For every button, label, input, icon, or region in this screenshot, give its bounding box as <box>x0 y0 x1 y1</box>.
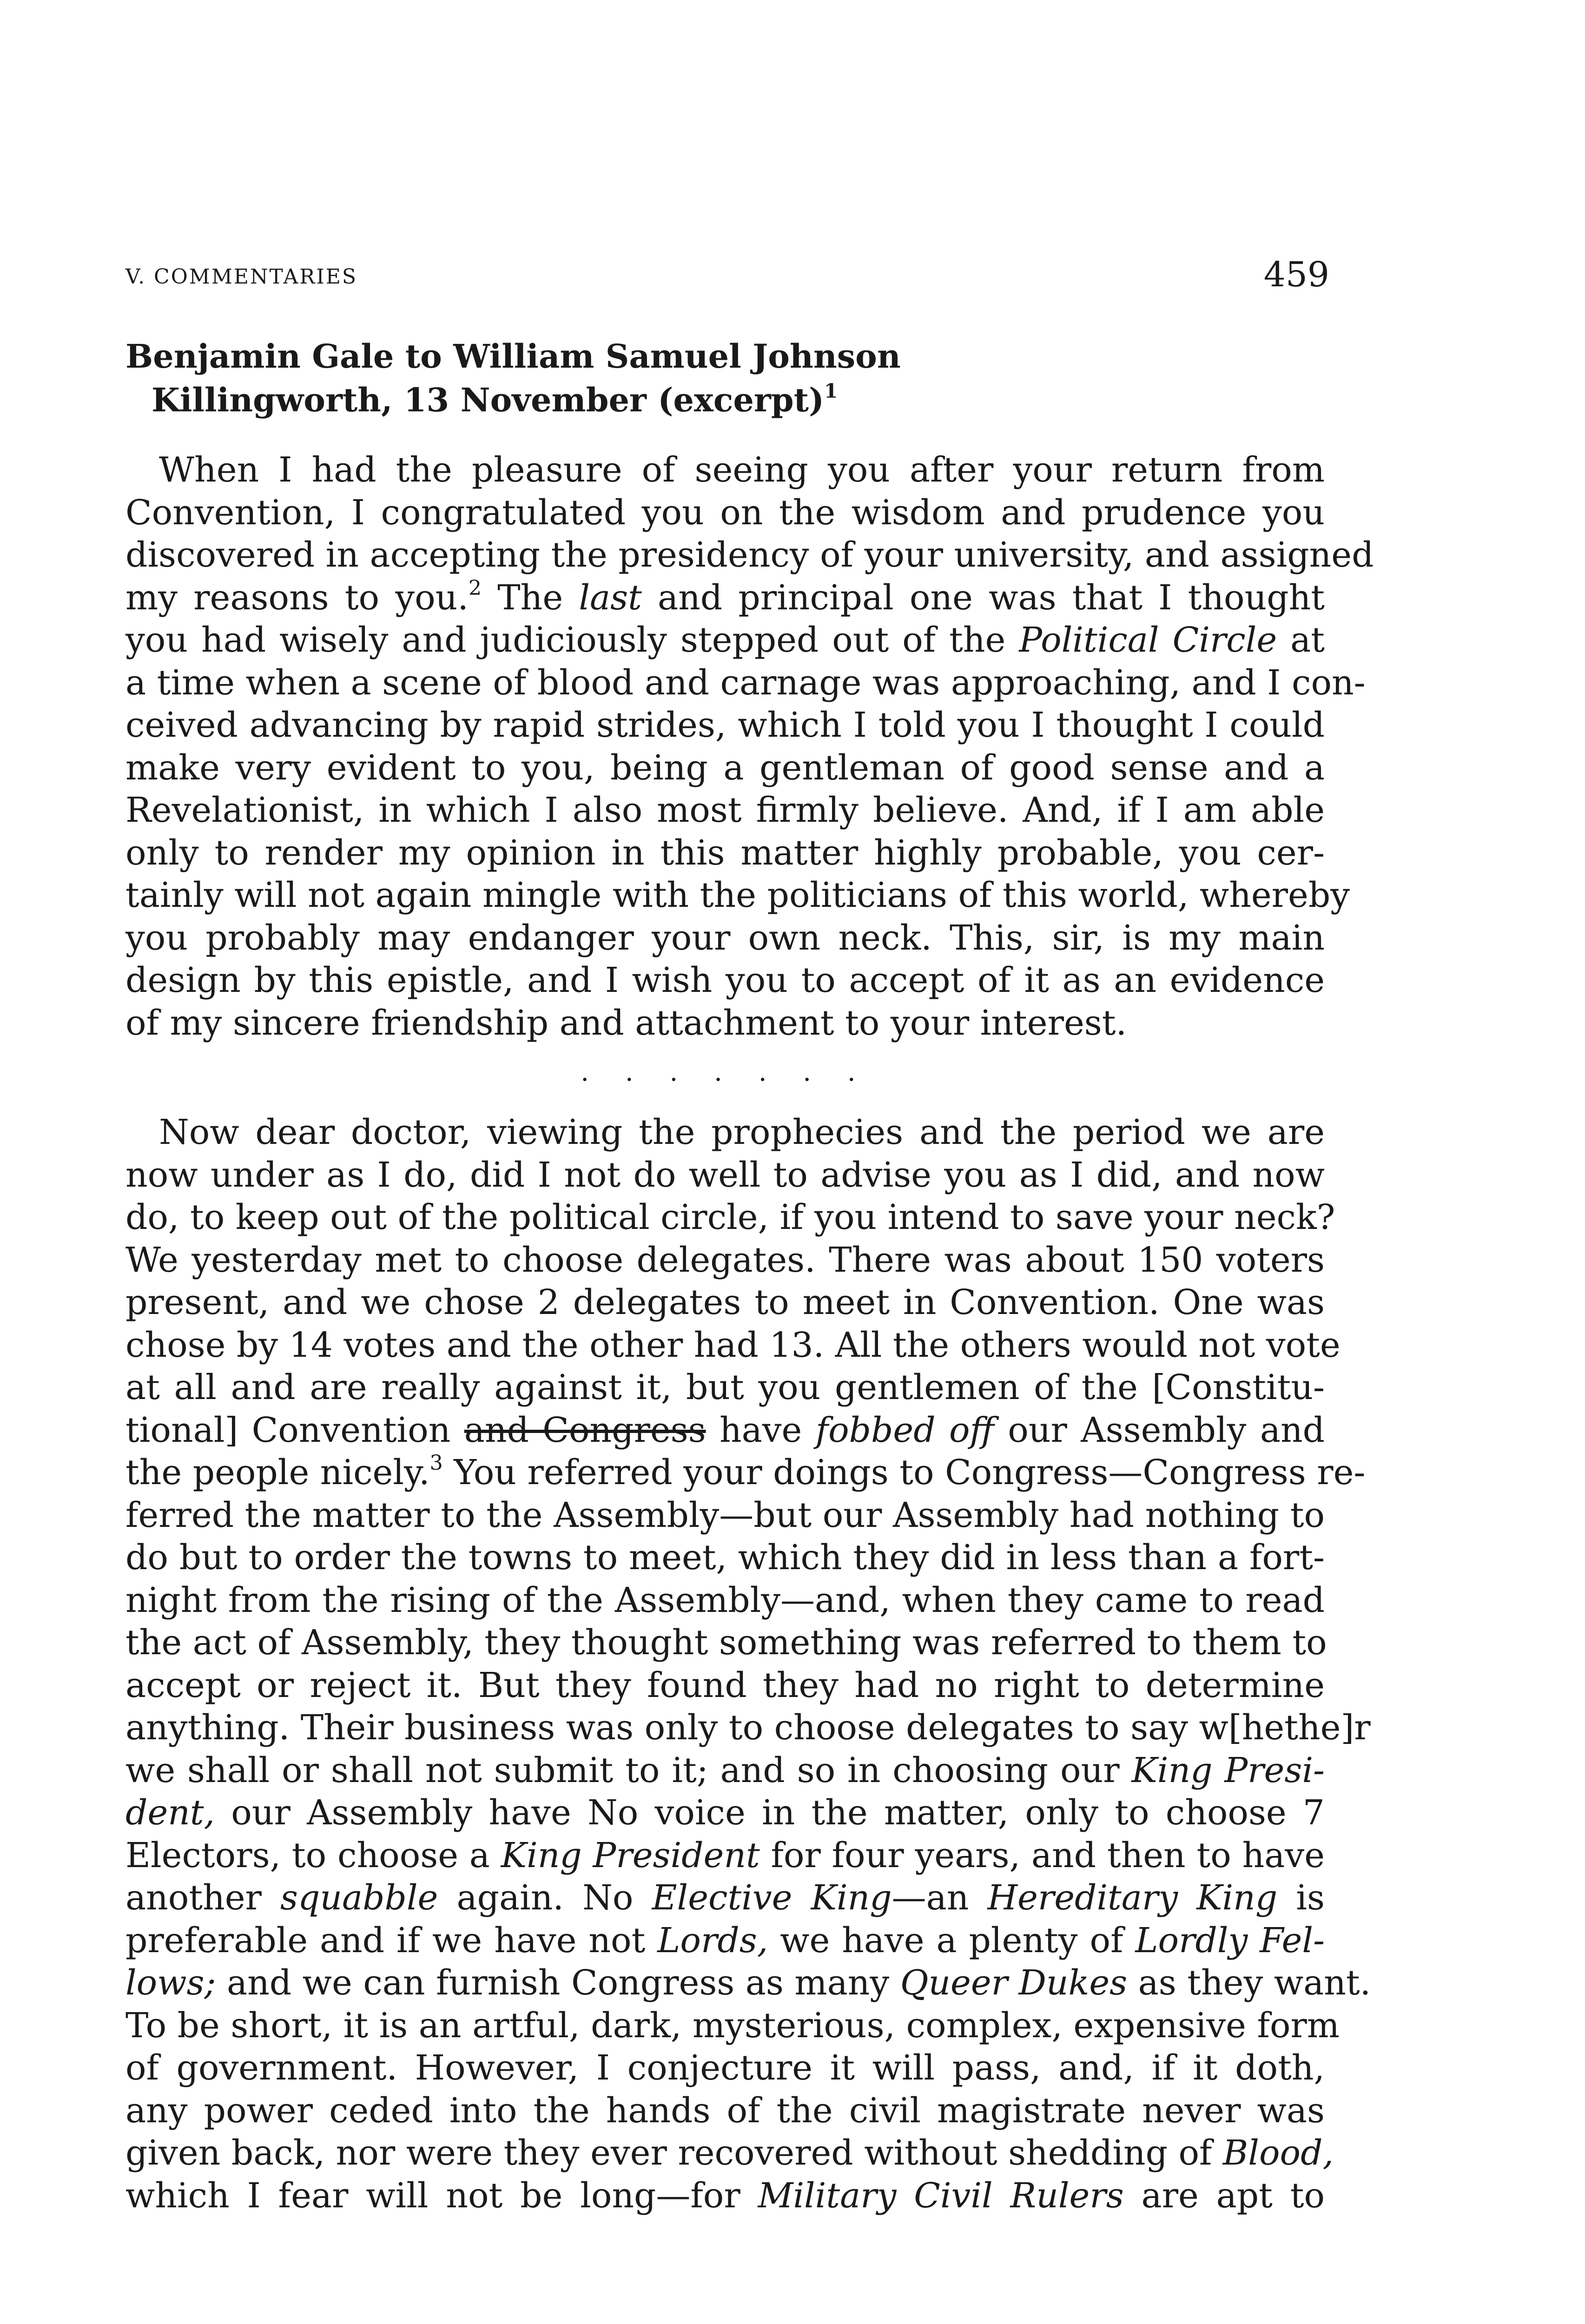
title-line-1: Benjamin Gale to William Samuel Johnson <box>125 337 901 376</box>
text-line: anything. Their business was only to choose delegates to say w[hethe]r <box>125 1708 1371 1748</box>
footnote-marker: 2 <box>468 576 482 600</box>
text-line: design by this epistle, and I wish you to accept of it as an evidence <box>125 960 1325 1000</box>
text-line: we shall or shall not submit to it; and so in choosing our King Presi- <box>125 1750 1325 1790</box>
text-line: tional] Convention and Congress have fobbed off our Assembly and <box>125 1410 1325 1450</box>
text-line: the act of Assembly, they thought something was referred to them to <box>125 1623 1327 1663</box>
text-line: night from the rising of the Assembly—and, when they came to read <box>125 1580 1325 1620</box>
document-title <box>125 335 1325 422</box>
text-line: ceived advancing by rapid strides, which I told you I thought I could <box>125 705 1325 745</box>
text-line: now under as I do, did I not do well to advise you as I did, and now <box>125 1155 1325 1195</box>
text-line: do, to keep out of the political circle, if you intend to save your neck? <box>125 1197 1335 1237</box>
text-line: you had wisely and judiciously stepped out of the Political Circle at <box>125 620 1325 660</box>
text-line: When I had the pleasure of seeing you after your return from <box>159 450 1325 490</box>
text-line: accept or reject it. But they found they had no right to determine <box>125 1665 1325 1705</box>
title-line-2: Killingworth, 13 November (excerpt)$^1$ <box>152 379 838 419</box>
text-line: Now dear doctor, viewing the prophecies and the period we are <box>159 1112 1325 1152</box>
document-page <box>125 251 1374 2217</box>
text-line: ferred the matter to the Assembly—but our Assembly had nothing to <box>125 1495 1325 1535</box>
text-line: of my sincere friendship and attachment to your interest. <box>125 1003 1127 1043</box>
text-line: lows; and we can furnish Congress as many Queer Dukes as they want. <box>125 1963 1371 2003</box>
text-line: dent, our Assembly have No voice in the matter, only to choose 7 <box>125 1793 1325 1833</box>
footnote-marker: 3 <box>429 1451 443 1475</box>
struck-text: and Congress <box>464 1410 706 1450</box>
text-line: Revelationist, in which I also most firmly believe. And, if I am able <box>125 790 1325 830</box>
text-line: make very evident to you, being a gentleman of good sense and a <box>125 747 1325 788</box>
paragraph-1 <box>125 449 1374 1044</box>
text-line: To be short, it is an artful, dark, mysterious, complex, expensive form <box>125 2005 1340 2046</box>
running-head <box>125 251 1329 307</box>
text-line: of government. However, I conjecture it will pass, and, if it doth, <box>125 2048 1325 2088</box>
text-line: chose by 14 votes and the other had 13. All the others would not vote <box>125 1325 1341 1365</box>
ellipsis-separator: . . . . . . . <box>581 1057 870 1087</box>
text-line: discovered in accepting the presidency of your university, and assigned <box>125 535 1374 575</box>
text-line: a time when a scene of blood and carnage was approaching, and I con- <box>125 662 1366 703</box>
text-line: my reasons to you.$^2$ The last and principal one was that I thought <box>125 576 1325 618</box>
text-line: do but to order the towns to meet, which they did in less than a fort- <box>125 1538 1325 1578</box>
text-line: Electors, to choose a King President for four years, and then to have <box>125 1835 1325 1875</box>
section-label: V. COMMENTARIES <box>125 265 358 289</box>
page-number: 459 <box>1263 255 1329 295</box>
text-line: another squabble again. No Elective King—an Hereditary King is <box>125 1878 1325 1918</box>
text-line: at all and are really against it, but you gentlemen of the [Constitu- <box>125 1367 1325 1407</box>
text-line: present, and we chose 2 delegates to meet in Convention. One was <box>125 1282 1325 1322</box>
text-line: Convention, I congratulated you on the wisdom and prudence you <box>125 492 1325 533</box>
text-line: only to render my opinion in this matter highly probable, you cer- <box>125 832 1325 873</box>
text-line: which I fear will not be long—for Military Civil Rulers are apt to <box>125 2175 1325 2216</box>
text-line: tainly will not again mingle with the politicians of this world, whereby <box>125 875 1350 915</box>
text-line: preferable and if we have not Lords, we have a plenty of Lordly Fel- <box>125 1920 1325 1961</box>
text-line: the people nicely.$^3$ You referred your doings to Congress—Congress re- <box>125 1451 1366 1492</box>
text-line: given back, nor were they ever recovered without shedding of Blood, <box>125 2133 1334 2173</box>
text-line: any power ceded into the hands of the civil magistrate never was <box>125 2090 1325 2131</box>
text-line: you probably may endanger your own neck. This, sir, is my main <box>125 918 1325 958</box>
paragraph-2 <box>125 1111 1371 2217</box>
footnote-marker: 1 <box>824 379 838 403</box>
text-line: We yesterday met to choose delegates. There was about 150 voters <box>125 1240 1325 1280</box>
